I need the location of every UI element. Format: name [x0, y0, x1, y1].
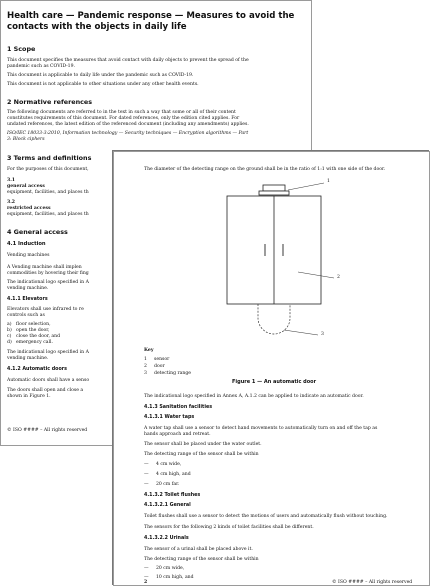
automatic-doors-paragraph-1: Automatic doors shall have a senso — [7, 378, 90, 383]
scope-paragraph-1a: This document specifies the measures that avoid contact with daily objects to prevent the spread of the — [7, 58, 249, 63]
section-4-1-1-heading: 4.1.1 Elevators — [7, 297, 48, 302]
urinal-paragraph-1: The sensor of a urinal shall be placed above it. — [144, 547, 253, 552]
list-item-text: 20 cm far. — [156, 482, 180, 487]
list-item-text: emergency call. — [16, 340, 53, 345]
callout-2-leader — [298, 272, 334, 278]
section-3-heading: 3 Terms and definitions — [7, 154, 92, 162]
callout-1-leader — [288, 183, 324, 190]
terms-intro: For the purposes of this document, — [7, 167, 89, 172]
dash-marker: — — [144, 462, 149, 467]
key-text: door — [154, 364, 165, 369]
key-number: 3 — [144, 371, 147, 376]
page-footer: © ISO #### – All rights reserved — [332, 580, 413, 585]
toilet-flush-paragraph-2: The sensors for the following 2 kinds of toilet facilities shall be different. — [144, 525, 314, 530]
section-4-1-3-1-heading: 4.1.3.1 Water taps — [144, 415, 195, 420]
detecting-range-outline — [258, 304, 290, 334]
section-4-1-2-heading: 4.1.2 Automatic doors — [7, 367, 67, 372]
sensor — [259, 185, 289, 195]
normative-reference-a: ISO/IEC 18033-3:2010, Information technology — Security techniques — Encryption algorithms — Part — [7, 131, 249, 136]
callout-3-label: 3 — [321, 332, 324, 337]
water-tap-paragraph-1a: A water tap shall use a sensor to detect hand movements to automatically turn on and off the tap as — [144, 426, 378, 431]
toilet-flush-paragraph-1: Toilet flushes shall use a sensor to detect the motions of users and automatically flush without touching. — [144, 514, 388, 519]
key-number: 2 — [144, 364, 147, 369]
vending-paragraph-2a: The indicational logo specified in A — [7, 280, 89, 285]
vending-paragraph-2b: vending machine. — [7, 286, 49, 291]
section-4-1-3-2-1-heading: 4.1.3.2.1 General — [144, 503, 191, 508]
automatic-doors-paragraph-2b: shown in Figure 1. — [7, 394, 51, 399]
list-item-marker: a) — [7, 322, 12, 327]
elevators-paragraph-2b: vending machine. — [7, 356, 49, 361]
term-3-2-definition: equipment, facilities, and places th — [7, 212, 89, 217]
scope-paragraph-3: This document is not applicable to other situations under any other health events. — [7, 82, 199, 87]
scope-paragraph-2: This document is applicable to daily life under the pandemic such as COVID-19. — [7, 73, 194, 78]
dash-marker: — — [144, 472, 149, 477]
elevators-paragraph-b: controls such as — [7, 313, 45, 318]
detecting-range-paragraph: The diameter of the detecting range on the ground shall be in the ratio of 1:1 with one side of the door. — [144, 167, 386, 172]
automatic-door-figure — [114, 152, 430, 352]
dash-marker: — — [144, 566, 149, 571]
key-text: sensor — [154, 357, 170, 362]
term-3-1-number: 3.1 — [7, 178, 15, 183]
normrefs-paragraph-a: The following documents are referred to in the text in such a way that some or all of their content — [7, 110, 236, 115]
dash-marker: — — [144, 575, 149, 580]
section-4-heading: 4 General access — [7, 228, 68, 236]
callout-1-label: 1 — [327, 179, 330, 184]
page-number: 2 — [144, 580, 148, 585]
list-item-text: 4 cm wide, — [156, 462, 182, 467]
normrefs-paragraph-b: constitutes requirements of this document. For dated references, only the edition cited applies. For — [7, 116, 240, 121]
document-title-line1: Health care — Pandemic response — Measures to avoid the — [7, 11, 295, 21]
term-3-1-name: general access — [7, 184, 45, 189]
list-item-marker: d) — [7, 340, 12, 345]
dash-marker: — — [144, 482, 149, 487]
normrefs-paragraph-c: undated references, the latest edition of the referenced document (including any amendments) applies. — [7, 122, 249, 127]
section-4-1-3-heading: 4.1.3 Sanitation facilities — [144, 405, 213, 410]
page-footer: © ISO #### – All rights reserved — [7, 428, 88, 433]
section-4-1-3-2-2-heading: 4.1.3.2.2 Urinals — [144, 536, 189, 541]
normative-reference-b: 3: Block ciphers — [7, 137, 45, 142]
list-item-marker: b) — [7, 328, 12, 333]
key-text: detecting range — [154, 371, 192, 376]
urinal-paragraph-2: The detecting range of the sensor shall be within — [144, 557, 259, 562]
key-number: 1 — [144, 357, 147, 362]
section-4-1-heading: 4.1 Induction — [7, 241, 46, 247]
list-item-marker: c) — [7, 334, 12, 339]
section-4-1-3-2-heading: 4.1.3.2 Toilet flushes — [144, 493, 201, 498]
key-heading: Key — [144, 348, 154, 353]
term-3-2-name: restricted access — [7, 206, 51, 211]
vending-paragraph-1b: commodities by hovering their fing — [7, 271, 89, 276]
section-2-heading: 2 Normative references — [7, 98, 93, 106]
scope-paragraph-1b: pandemic such as COVID-19. — [7, 64, 75, 69]
indicational-logo-paragraph: The indicational logo specified in Annex A, A.1.2 can be applied to indicate an automatic door. — [144, 394, 364, 399]
list-item-text: 4 cm high, and — [156, 472, 191, 477]
automatic-doors-paragraph-2a: The doors shall open and close a — [7, 388, 84, 393]
callout-3-leader — [284, 330, 318, 335]
vending-paragraph-1a: A Vending machine shall implen — [7, 265, 82, 270]
callout-2-label: 2 — [337, 275, 340, 280]
list-item-text: close the door, and — [16, 334, 61, 339]
elevators-paragraph-a: Elevators shall use infrared to re — [7, 307, 84, 312]
section-1-heading: 1 Scope — [7, 45, 36, 53]
front-document-page — [113, 151, 430, 586]
water-tap-paragraph-2: The sensor shall be placed under the water outlet. — [144, 442, 262, 447]
water-tap-paragraph-3: The detecting range of the sensor shall be within — [144, 452, 259, 457]
term-3-1-definition: equipment, facilities, and places th — [7, 190, 89, 195]
list-item-text: 20 cm wide, — [156, 566, 185, 571]
vending-machines-label: Vending machines — [7, 253, 50, 258]
list-item-text: open the door, — [16, 328, 50, 333]
term-3-2-number: 3.2 — [7, 200, 15, 205]
list-item-text: floor selection, — [16, 322, 51, 327]
document-title-line2: contacts with the objects in daily life — [7, 22, 187, 32]
water-tap-paragraph-1b: hands approach and retreat. — [144, 432, 211, 437]
elevators-paragraph-2a: The indicational logo specified in A — [7, 350, 89, 355]
figure-caption: Figure 1 — An automatic door — [232, 379, 317, 385]
list-item-text: 10 cm high, and — [156, 575, 194, 580]
